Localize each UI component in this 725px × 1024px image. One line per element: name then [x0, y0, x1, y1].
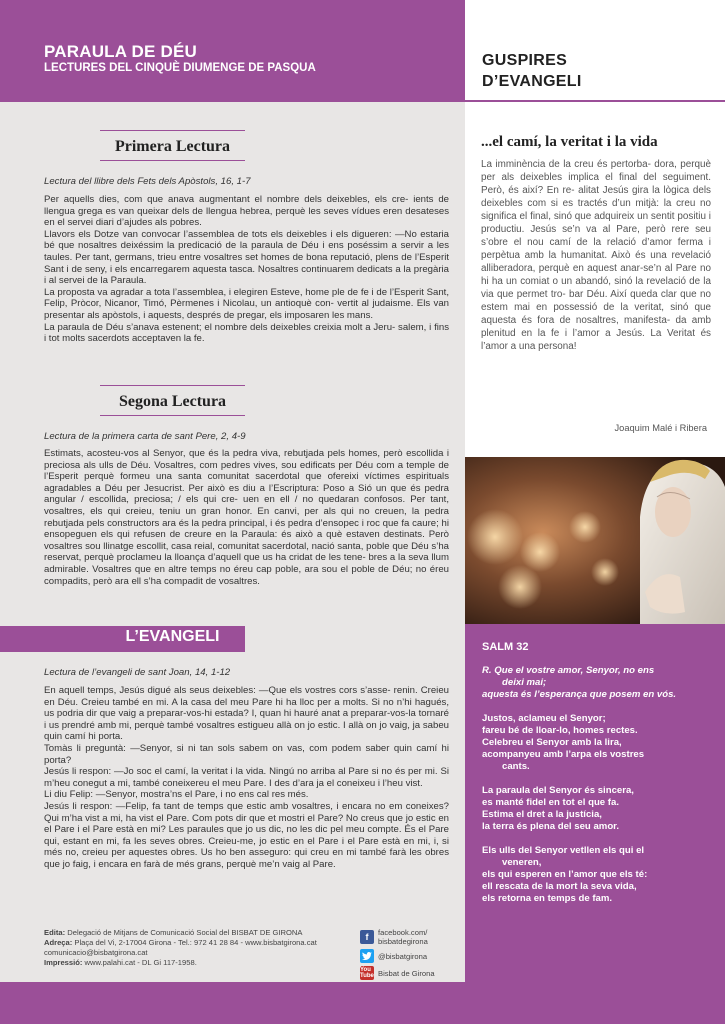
psalm-line: ell rescata de la mort la seva vida, [482, 881, 637, 892]
primera-lectura-title: Primera Lectura [114, 138, 231, 155]
guspires-text: La imminència de la creu és pertorba- dora, perquè per als deixebles implica el final del seguiment. Però, és així? En re- alitat Jesús gira la lògica dels deixebles com si es tractés d’un mitjà: la creu no significa el final, sinó que adquireix un sentit positiu i productiu. Jesús se’n va al Pare, però rere seu s’obre el nou camí de la relació d’amor ferma i perpètua amb la humanitat. Això és una revelació alliberadora, perquè en aquest anar-se’n al Pare no hi ha un comiat o un abandó, sinó la revelació de la via que permet tro- bar Déu. Així queda clar que no estem mai en possessió de la veritat, sinó que aquesta és fora de nosaltres, manifesta- da amb plenitud en la fe i l’amor a Jesús. La Veritat és l’amor a una persona! [481, 159, 711, 352]
edita-text: Delegació de Mitjans de Comunicació Social del BISBAT DE GIRONA [67, 928, 303, 937]
facebook-icon: f [360, 930, 374, 944]
facebook-link[interactable] [360, 928, 460, 946]
twitter-icon [360, 949, 374, 963]
twitter-handle: @bisbatgirona [378, 951, 428, 961]
section-rule-bottom [100, 160, 245, 161]
evangeli-title: L’EVANGELI [125, 628, 220, 645]
impressio-label: Impressió: [44, 958, 83, 967]
primera-lectura-reference: Lectura del llibre dels Fets dels Apòstols, 16, 1-7 [44, 176, 251, 187]
psalm-line: es manté fidel en tot el que fa. [482, 797, 620, 808]
guspires-header-line1: GUSPIRES [482, 52, 568, 69]
psalm-box [465, 624, 725, 1024]
psalm-line: els retorna en temps de fam. [482, 893, 613, 904]
primera-lectura-text [44, 194, 449, 345]
youtube-link[interactable] [360, 966, 460, 980]
left-header [0, 0, 465, 102]
paragraph: Per aquells dies, com que anava augmentant el nombre dels deixebles, els cre- ients de llengua grega es van queixar dels de llengua hebrea, perquè les seves vídues eren desateses en el servei diari d’ajudes als pobres. [44, 194, 449, 229]
social-links [360, 928, 460, 983]
email-link[interactable]: comunicacio@bisbatgirona.cat [44, 948, 148, 957]
right-header [465, 0, 725, 102]
psalm-line: Justos, aclameu el Senyor; [482, 713, 606, 724]
psalm-line: els qui esperen en l’amor que els té: [482, 869, 648, 880]
section-rule-top [100, 130, 245, 131]
youtube-channel: Bisbat de Girona [378, 968, 435, 978]
paragraph: Tomàs li preguntà: —Senyor, si ni tan sols sabem on vas, com podem saber quin camí hi porta? [44, 742, 449, 766]
psalm-line: Estima el dret a la justícia, [482, 809, 602, 820]
segona-lectura-reference: Lectura de la primera carta de sant Pere, 2, 4-9 [44, 431, 246, 442]
psalm-stanza [482, 845, 725, 905]
evangeli-text [44, 685, 449, 871]
psalm-stanza [482, 713, 725, 773]
adreca-label: Adreça: [44, 938, 73, 947]
psalm-line: fareu bé de lloar-lo, homes rectes. [482, 725, 638, 736]
psalm-line: La paraula del Senyor és sincera, [482, 785, 634, 796]
paragraph: Estimats, acosteu-vos al Senyor, que és la pedra viva, rebutjada pels homes, però escollida i preciosa als ulls de Déu. Vosaltres, com pedres vives, sou edificats per Déu com a temple de l’Esperit perquè formeu una santa comunitat sacerdotal que ofereixi víctimes espirituals agradables a Déu per Jesucrist. Per això es diu a l’Escriptura: Poso a Sió un que és pedra angular / escollida, preciosa; / els qui cre- uen en ell / no quedaran confosos. Per tant, vosaltres, els qui creieu, teniu un gran honor. En canvi, per als qui no creuen, la pedra rebutjada pels constructors ara és la pedra principal, i és pedra d’ensopec i roc que fa caure; hi ensopeguen els qui refusen de creure en la Paraula: és això a què estaven destinats. Però vosaltres sou llinatge escollit, casa reial, comunitat sacerdotal, nació santa, poble que Déu s’ha reservat, perquè proclameu la lloança d’aquell que us ha cridat de les tene- bres a la seva llum admirable. Vosaltres que en altre temps no éreu cap poble, ara sou el poble de Déu; no éreu compadits, però ara ell s’ha compadit de vosaltres. [44, 448, 449, 587]
paragraph: La proposta va agradar a tota l’assemblea, i elegiren Esteve, home ple de fe i de l’Esperit Sant, Felip, Pròcor, Nicanor, Timó, Pèrmenes i Nicolau, un antioquè con- vertit al judaisme. Els van presentar als apòstols, i aquests, després de pregar, els imposaren les mans. [44, 286, 449, 321]
segona-lectura-text [44, 448, 449, 587]
psalm-line: aquesta és l’esperança que posem en vós. [482, 689, 677, 700]
paragraph: La paraula de Déu s’anava estenent; el nombre dels deixebles creixia molt a Jeru- salem, i fins i tot molts sacerdots acceptaven la fe. [44, 321, 449, 345]
section-rule-bottom [100, 415, 245, 416]
psalm-stanza [482, 785, 725, 833]
page-title: PARAULA DE DÉU [44, 42, 197, 61]
paragraph: En aquell temps, Jesús digué als seus deixebles: —Que els vostres cors s’asse- renin. Creieu en Déu. Creieu també en mi. A la casa del meu Pare hi ha lloc per a molts. Si no n’hi hagués, us podria dir que vaig a preparar-vos-hi estada? I, quan hi hauré anat a preparar-vos-la tornaré i us prendré amb mi, perquè també vosaltres estigueu allà on jo estic. I allà on jo vaig, ja sabeu quin camí hi porta. [44, 685, 449, 743]
guspires-author: Joaquim Malé i Ribera [614, 423, 707, 433]
psalm-line: R. Que el vostre amor, Senyor, no ens [482, 665, 655, 676]
psalm-line: acompanyeu amb l’arpa els vostres [482, 749, 645, 760]
paragraph: Jesús li respon: —Felip, fa tant de temps que estic amb vosaltres, i encara no em coneixes? Qui m’ha vist a mi, ha vist el Pare. Com pots dir que et mostri el Pare? No creus que jo estic en el Pare i el Pare està en mi? Les paraules que jo us dic, no les dic pel meu compte. És el Pare qui, estant en mi, fa les seves obres. Creieu-me, jo estic en el Pare i el Pare està en mi, i, si més no, creieu per aquestes obres. Us ho ben asseguro: qui creu en mi també farà les obres que jo faig, i encara en farà de més grans, perquè me’n vaig al Pare. [44, 800, 449, 870]
paragraph: Li diu Felip: —Senyor, mostra’ns el Pare, i no ens cal res més. [44, 789, 309, 801]
paragraph: Llavors els Dotze van convocar l’assemblea de tots els deixebles i els digueren: —No estaria bé que nosaltres deixéssim la predicació de la paraula de Déu i ens poséssim a servir a les taules. Per tant, germans, trieu entre vosaltres set homes de bona reputació, plens de l’Esperit Sant i de seny, i els encarregarem aquesta tasca. Nosaltres continuarem dedicats a la pregària i al servei de la Paraula. [44, 228, 449, 287]
youtube-icon: You Tube [360, 967, 374, 979]
paragraph: Jesús li respon: —Jo soc el camí, la veritat i la vida. Ningú no arriba al Pare si no és per mi. Si m’heu conegut a mi, també coneixereu el meu Pare. I des d’ara ja el coneixeu i l’heu vist. [44, 766, 449, 789]
guspires-title: ...el camí, la veritat i la vida [481, 134, 658, 150]
psalm-line: veneren, [502, 857, 542, 868]
segona-lectura-title: Segona Lectura [118, 393, 227, 410]
psalm-line: Els ulls del Senyor vetllen els qui el [482, 845, 645, 856]
adreca-text: Plaça del Vi, 2-17004 Girona - Tel.: 972 41 28 84 - www.bisbatgirona.cat [74, 938, 317, 947]
guspires-header-line2: D’EVANGELI [482, 73, 582, 90]
publisher-info [44, 928, 364, 968]
psalm-line: cants. [502, 761, 530, 772]
psalm-line: deixi mai; [502, 677, 547, 688]
psalm-line: Celebreu el Senyor amb la lira, [482, 737, 622, 748]
facebook-url-2: bisbatdegirona [378, 937, 428, 946]
twitter-link[interactable] [360, 949, 460, 963]
impressio-text: www.palahi.cat - DL Gi 117-1958. [84, 958, 197, 967]
evangeli-reference: Lectura de l’evangeli de sant Joan, 14, 1-12 [44, 667, 231, 678]
facebook-url-1: facebook.com/ [378, 928, 428, 937]
psalm-line: la terra és plena del seu amor. [482, 821, 620, 832]
psalm-response [482, 665, 725, 701]
virgin-mary-statue-photo [465, 457, 725, 624]
sidebar-column [465, 0, 725, 1024]
section-rule-top [100, 385, 245, 386]
psalm-title: SALM 32 [482, 641, 529, 653]
header-divider [465, 100, 725, 102]
edita-label: Edita: [44, 928, 66, 937]
footer-bar [0, 982, 465, 1024]
page-subtitle: LECTURES DEL CINQUÈ DIUMENGE DE PASQUA [44, 62, 316, 74]
